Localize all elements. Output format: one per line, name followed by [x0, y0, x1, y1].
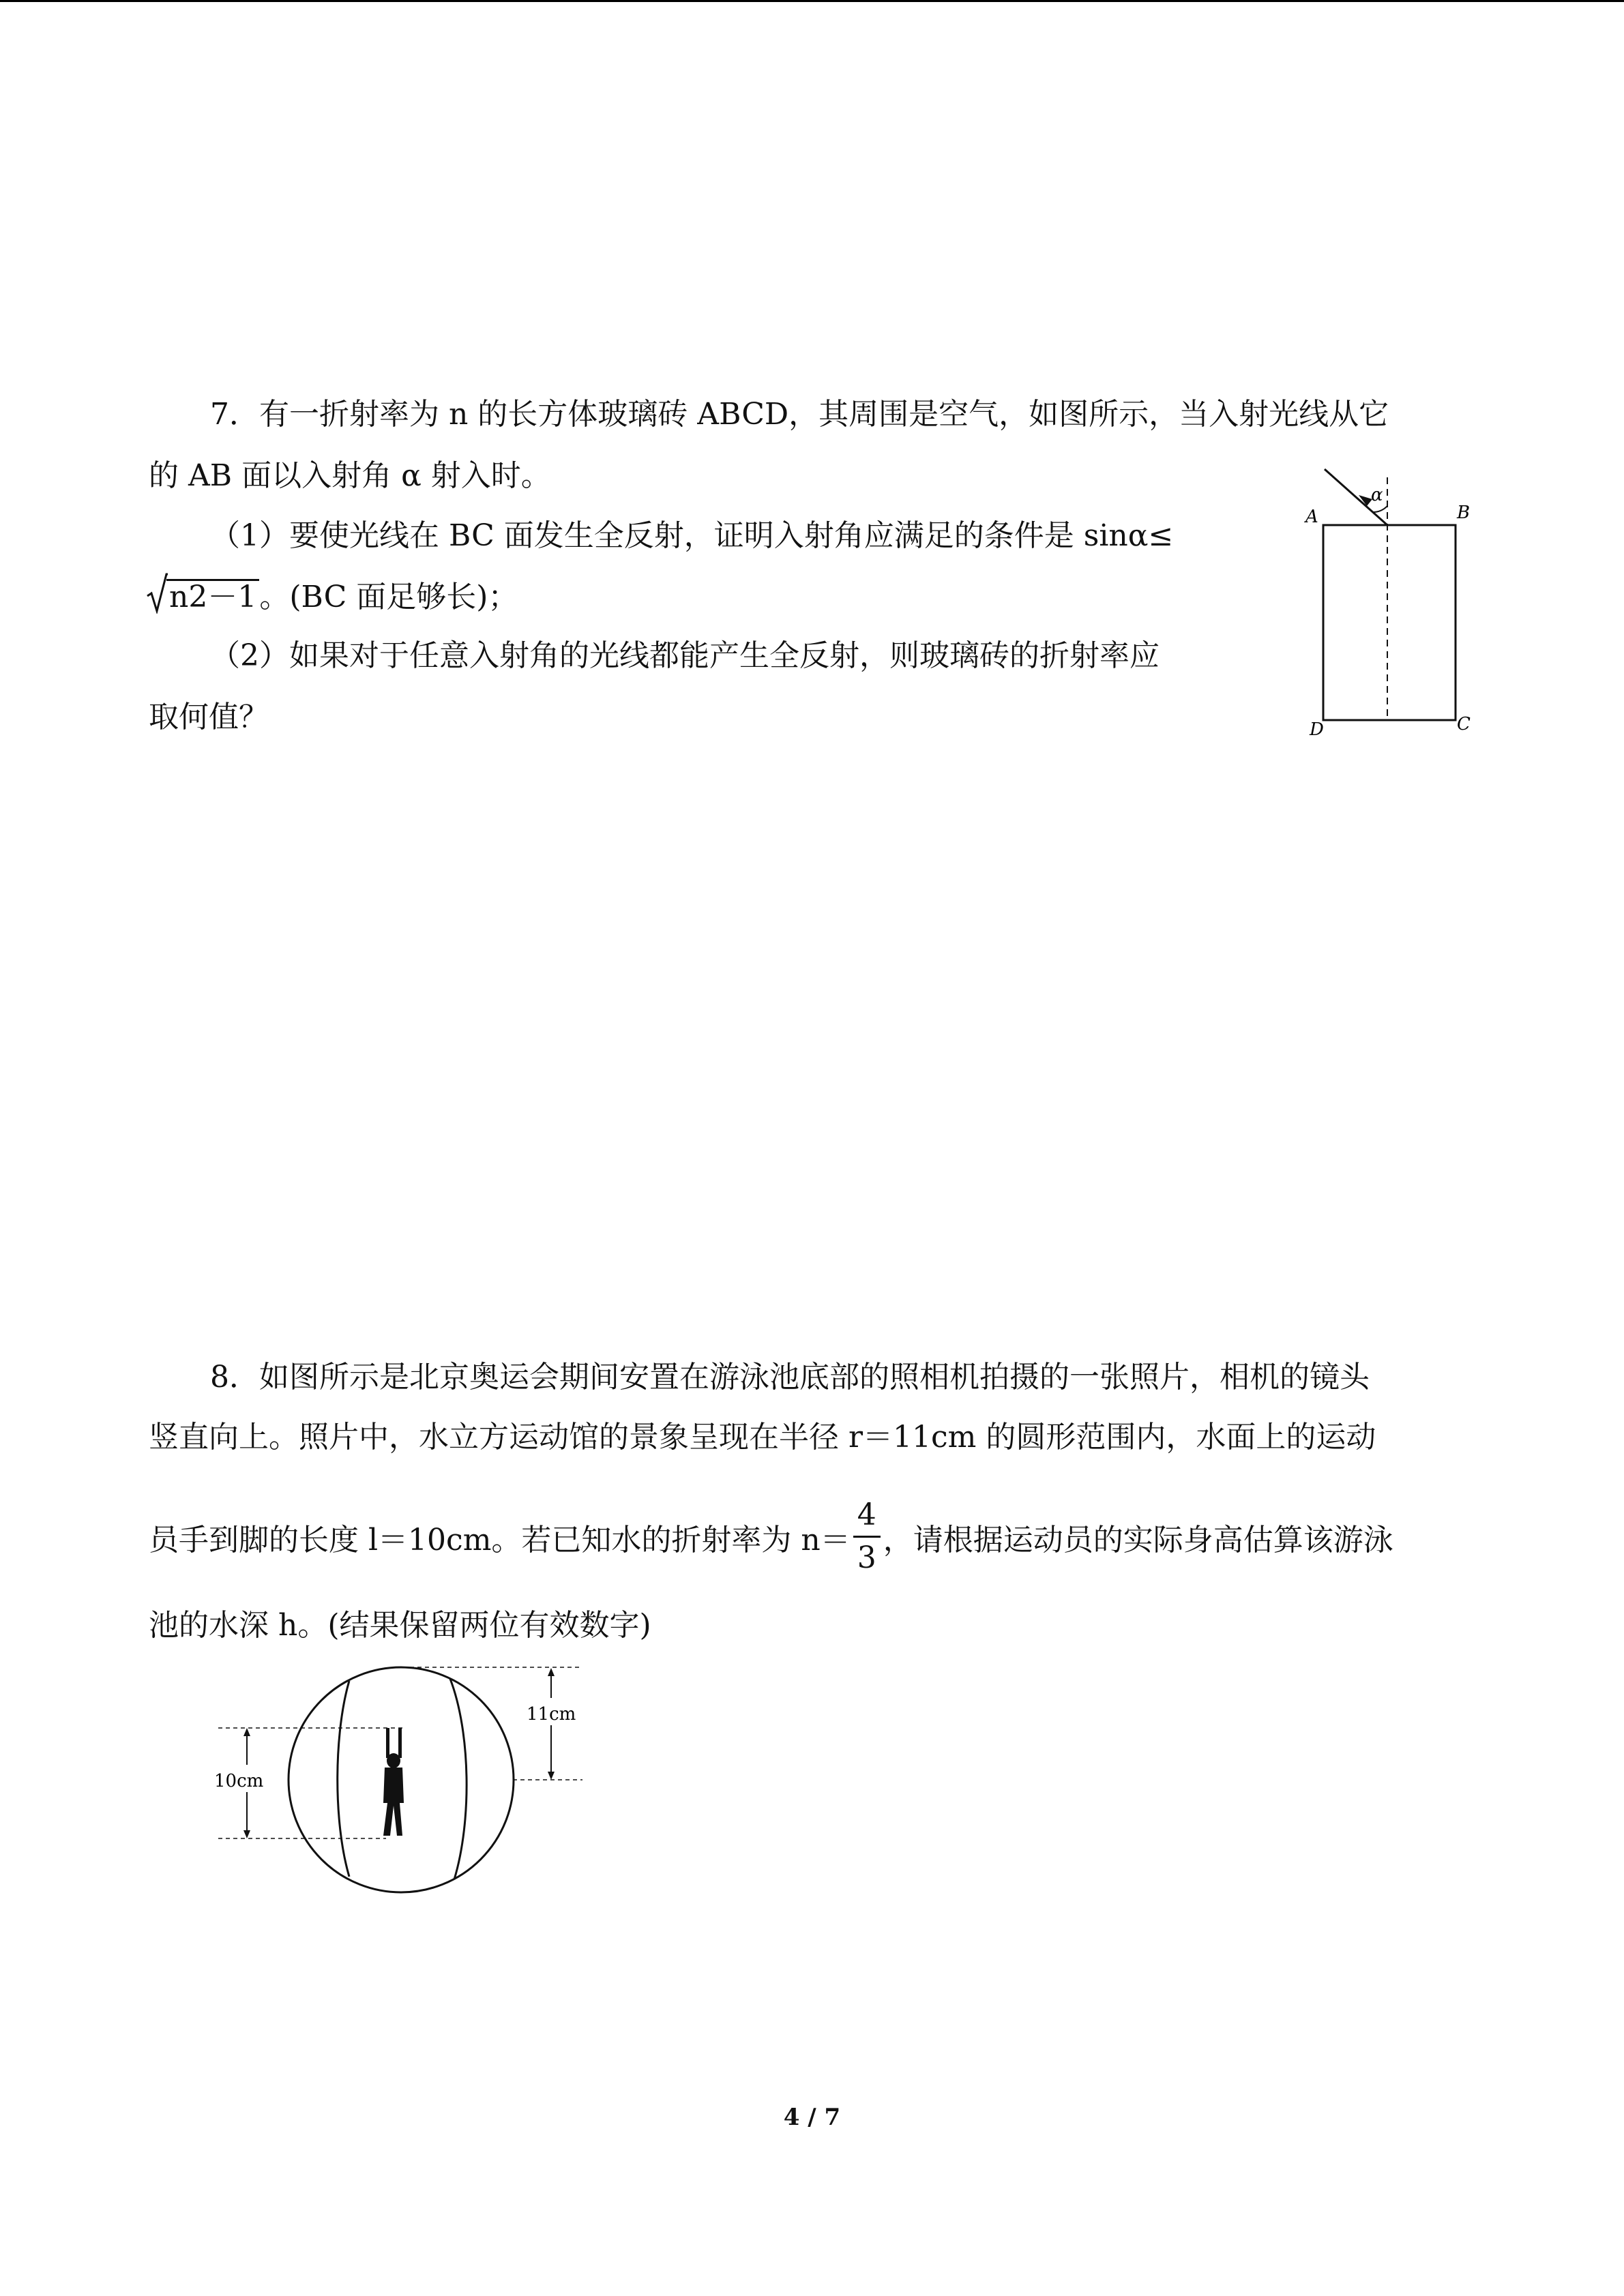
pool-photo-figure: [205, 1657, 600, 1916]
label-10cm: 10cm: [214, 1771, 264, 1791]
arrow-up-icon-2: [243, 1728, 250, 1736]
pool-lane-right: [450, 1679, 467, 1879]
q8-line-3-after: ，请根据运动员的实际身高估算该游泳: [883, 1523, 1393, 1557]
q7-line-6: 取何值？: [149, 700, 269, 734]
fraction-denominator: 3: [857, 1540, 876, 1575]
label-alpha: α: [1371, 485, 1383, 505]
q7-line-4-rest: 。(BC 面足够长)；: [259, 580, 518, 614]
fraction-numerator: 4: [853, 1495, 881, 1538]
q8-line-3-before: 员手到脚的长度 l＝10cm。若已知水的折射率为 n＝: [149, 1523, 851, 1557]
q7-line-2: 的 AB 面以入射角 α 射入时。: [149, 458, 551, 493]
arrow-up-icon: [548, 1668, 555, 1676]
q8-line-2: 竖直向上。照片中，水立方运动馆的景象呈现在半径 r＝11cm 的圆形范围内，水面上的运动: [149, 1420, 1376, 1455]
label-11cm: 11cm: [527, 1704, 576, 1725]
arrow-down-icon-2: [243, 1830, 250, 1838]
q7-line-3: （1）要使光线在 BC 面发生全反射，证明入射角应满足的条件是 sinα≤: [210, 518, 1174, 553]
q7-line-1: 7．有一折射率为 n 的长方体玻璃砖 ABCD，其周围是空气，如图所示，当入射光线从它: [210, 397, 1389, 432]
arrow-down-icon: [548, 1772, 555, 1780]
fraction-four-thirds: [853, 1495, 881, 1579]
glass-brick-figure: [1296, 457, 1494, 743]
glass-brick-rect: [1323, 525, 1456, 720]
sqrt-radicand: n2－1: [166, 579, 259, 614]
angle-arc: [1372, 506, 1387, 512]
label-d: D: [1310, 719, 1324, 740]
sqrt-expression: [146, 577, 259, 618]
page-number: 4 / 7: [783, 2104, 841, 2131]
radical-sign-icon: [146, 571, 168, 614]
label-c: C: [1457, 714, 1471, 734]
top-border: [0, 0, 1624, 2]
label-b: B: [1457, 503, 1471, 523]
q8-line-3: [149, 1497, 1393, 1584]
q8-line-1: 8．如图所示是北京奥运会期间安置在游泳池底部的照相机拍摄的一张照片，相机的镜头: [210, 1360, 1370, 1395]
q8-line-4: 池的水深 h。(结果保留两位有效数字): [149, 1608, 651, 1643]
q7-line-4: [146, 577, 518, 618]
label-a: A: [1305, 507, 1318, 527]
q7-line-5: （2）如果对于任意入射角的光线都能产生全反射，则玻璃砖的折射率应: [210, 638, 1160, 673]
pool-lane-left: [338, 1681, 349, 1877]
swimmer-icon: [383, 1728, 404, 1836]
